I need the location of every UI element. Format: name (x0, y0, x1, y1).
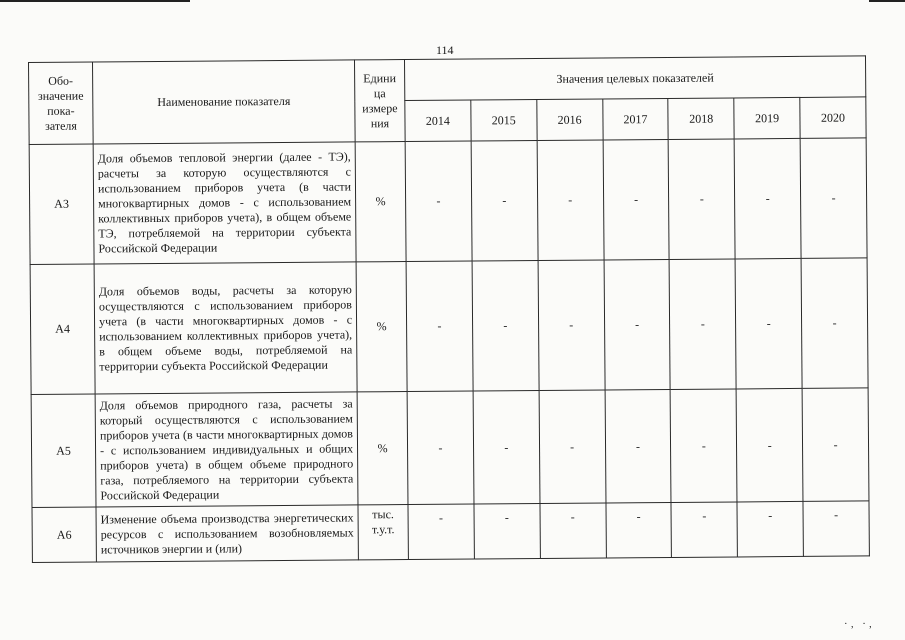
header-year: 2015 (471, 100, 537, 142)
indicator-unit: % (355, 142, 406, 262)
indicator-value: - (473, 390, 540, 504)
indicator-value: - (407, 391, 474, 505)
header-target-values: Значения целевых показателей (404, 56, 865, 101)
indicator-unit: % (357, 392, 408, 505)
indicator-value: - (669, 139, 736, 260)
header-year: 2014 (405, 100, 471, 142)
header-code: Обо- значение пока- зателя (29, 62, 94, 145)
indicator-name: Изменение объема производства энергетических ресурсов с использованием возобновляемых источников энергии и (или) (96, 505, 358, 562)
indicator-code: А5 (31, 394, 96, 507)
indicator-value: - (474, 503, 540, 559)
scan-edge-line (0, 0, 190, 2)
header-year: 2020 (800, 97, 866, 139)
table-row (32, 501, 869, 563)
indicator-value: - (539, 390, 606, 504)
header-year: 2016 (536, 99, 602, 141)
header-name: Наименование показателя (93, 60, 356, 144)
indicator-code: А6 (32, 507, 96, 563)
indicator-value: - (604, 259, 671, 390)
indicator-code: А3 (29, 144, 94, 264)
table-row (30, 258, 868, 395)
indicator-name: Доля объемов воды, расчеты за которую осуществляются с использованием приборов учета (в части многоквартирных домов - с использованием коллективных приборов учета), в общем объеме воды, потребляемой на территории субъекта Российской Федерации (94, 262, 357, 394)
indicator-value: - (606, 502, 672, 558)
indicator-value: - (800, 138, 867, 259)
header-unit: Едини ца измере ния (354, 60, 405, 142)
indicator-value: - (737, 501, 803, 557)
target-indicators-table (28, 55, 870, 563)
indicator-value: - (605, 389, 672, 503)
indicator-value: - (603, 139, 670, 260)
header-year: 2019 (734, 97, 800, 139)
indicator-unit: % (356, 262, 407, 392)
indicator-value: - (406, 261, 473, 392)
indicator-value: - (735, 258, 802, 389)
indicator-value: - (408, 504, 474, 560)
indicator-unit: тыс. т.у.т. (358, 505, 408, 560)
indicator-value: - (472, 261, 539, 392)
indicator-value: - (670, 389, 737, 503)
table-row (29, 138, 867, 265)
indicator-code: А4 (30, 264, 95, 394)
indicator-value: - (803, 501, 869, 557)
indicator-name: Доля объемов тепловой энергии (далее - ТЭ), расчеты за которую осуществляются с использованием приборов учета (в части многоквартирных домов - с использованием коллективных приборов учета), в общем объеме ТЭ, потребляемой на территории субъекта Российской Федерации (93, 142, 356, 264)
header-year: 2018 (668, 98, 734, 140)
indicator-value: - (405, 141, 472, 262)
page-number: 114 (436, 43, 454, 57)
indicator-value: - (537, 140, 604, 261)
indicator-value: - (669, 259, 736, 390)
scan-edge-line-right (869, 0, 905, 2)
indicator-value: - (671, 502, 737, 558)
indicator-value: - (540, 503, 606, 559)
table-row (31, 388, 869, 508)
indicator-name: Доля объемов природного газа, расчеты за который осуществляются с использованием приборов учета (в части многоквартирных домов - с использованием индивидуальных и общих приборов учета) в общем объеме природного газа, потребляемого на территории субъекта Российской Федерации (95, 392, 358, 507)
indicator-value: - (802, 388, 869, 502)
indicator-value: - (801, 258, 868, 389)
indicator-value: - (538, 260, 605, 391)
header-year: 2017 (602, 98, 668, 140)
indicator-value: - (736, 388, 803, 502)
indicator-value: - (471, 141, 538, 262)
scan-artifact-marks: ·‚ ·‚ (844, 619, 875, 630)
indicator-value: - (734, 138, 801, 259)
